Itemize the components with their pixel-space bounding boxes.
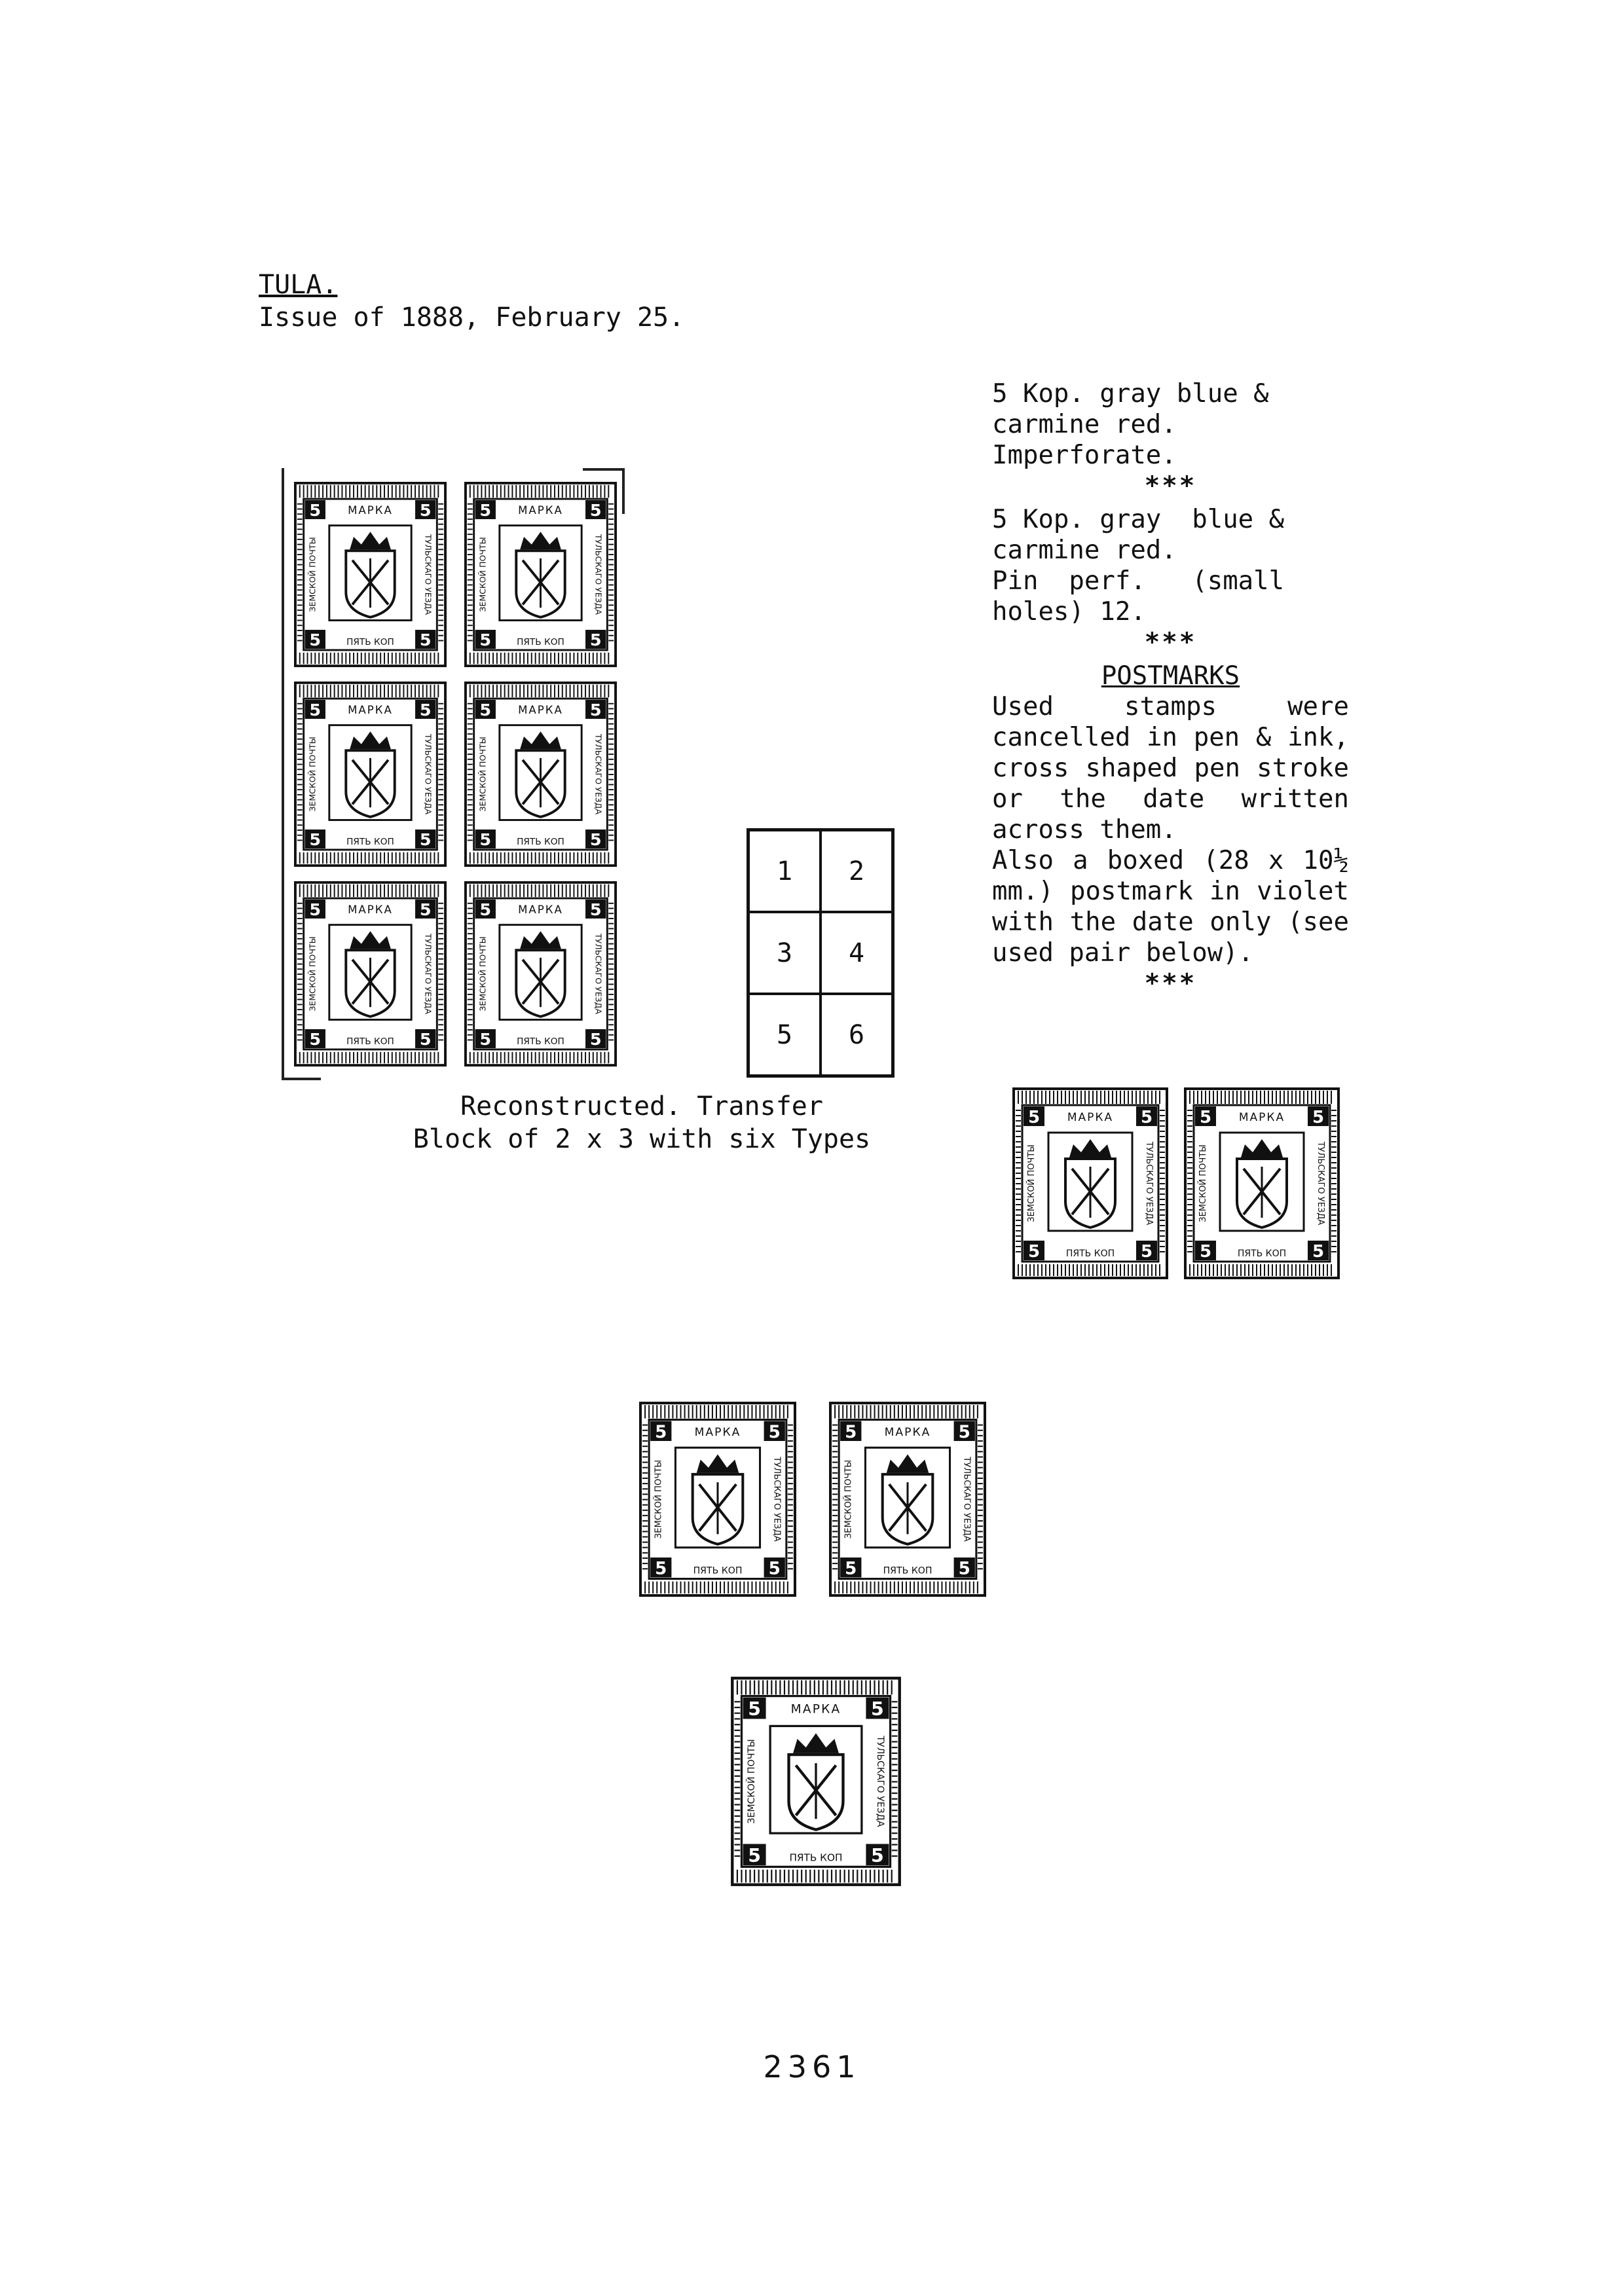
stamp-type-6 <box>464 881 618 1067</box>
svg-text:5: 5 <box>768 1559 781 1579</box>
svg-text:МАРКА: МАРКА <box>1238 1111 1285 1124</box>
svg-text:5: 5 <box>1199 1108 1212 1127</box>
svg-text:ЗЕМСКОЙ ПОЧТЫ: ЗЕМСКОЙ ПОЧТЫ <box>1198 1144 1208 1222</box>
svg-text:МАРКА: МАРКА <box>1067 1111 1114 1124</box>
svg-text:МАРКА: МАРКА <box>694 1425 741 1439</box>
block-caption <box>367 1090 917 1156</box>
svg-text:5: 5 <box>309 501 322 520</box>
svg-text:ЗЕМСКОЙ ПОЧТЫ: ЗЕМСКОЙ ПОЧТЫ <box>747 1739 758 1824</box>
svg-text:ТУЛЬСКАГО УЕЗДА: ТУЛЬСКАГО УЕЗДА <box>423 933 434 1015</box>
type-cell: 6 <box>821 994 893 1076</box>
type-cell: 5 <box>748 994 821 1076</box>
svg-text:ПЯТЬ КОП: ПЯТЬ КОП <box>346 837 394 848</box>
svg-text:5: 5 <box>845 1559 857 1579</box>
svg-text:5: 5 <box>1312 1242 1325 1262</box>
svg-text:5: 5 <box>419 900 432 920</box>
type-cell: 1 <box>748 830 821 912</box>
svg-text:ТУЛЬСКАГО УЕЗДА: ТУЛЬСКАГО УЕЗДА <box>423 733 434 815</box>
type-cell: 3 <box>748 912 821 994</box>
stamp-type-1 <box>293 481 447 668</box>
separator-stars: *** <box>1144 471 1197 501</box>
svg-text:ТУЛЬСКАГО УЕЗДА: ТУЛЬСКАГО УЕЗДА <box>961 1457 972 1542</box>
svg-text:МАРКА: МАРКА <box>518 903 563 917</box>
stamp-drawing <box>1183 1087 1340 1280</box>
desc-line: carmine red. <box>992 536 1177 565</box>
svg-text:5: 5 <box>845 1422 857 1442</box>
svg-text:5: 5 <box>589 1030 602 1049</box>
svg-text:МАРКА: МАРКА <box>348 903 393 917</box>
desc-text: 5 Kop. gray blue & <box>992 379 1269 409</box>
block-bottom-bracket <box>282 1078 321 1080</box>
svg-text:5: 5 <box>958 1559 970 1579</box>
svg-text:5: 5 <box>748 1844 761 1867</box>
stamp-drawing <box>293 881 447 1067</box>
svg-text:ТУЛЬСКАГО УЕЗДА: ТУЛЬСКАГО УЕЗДА <box>593 733 604 815</box>
separator-stars: *** <box>1144 969 1197 998</box>
single-stamp <box>730 1676 904 1889</box>
svg-text:ЗЕМСКОЙ ПОЧТЫ: ЗЕМСКОЙ ПОЧТЫ <box>1027 1144 1037 1222</box>
svg-text:5: 5 <box>479 830 492 850</box>
svg-text:ПЯТЬ КОП: ПЯТЬ КОП <box>883 1565 932 1576</box>
desc-line <box>992 378 1349 409</box>
svg-text:5: 5 <box>589 701 602 720</box>
svg-text:ПЯТЬ КОП: ПЯТЬ КОП <box>517 1036 564 1048</box>
desc-line: 5 Kop. gray blue & <box>992 505 1285 534</box>
stamp-type-2 <box>464 481 618 668</box>
svg-text:ПЯТЬ КОП: ПЯТЬ КОП <box>693 1565 743 1576</box>
page-heading <box>259 268 684 334</box>
stamp-drawing <box>828 1401 987 1597</box>
types-grid <box>747 828 895 1078</box>
used-stamp-left <box>1012 1087 1169 1280</box>
block-right-bracket <box>622 468 625 514</box>
caption-line-1: Reconstructed. Transfer <box>460 1091 823 1121</box>
svg-text:ПЯТЬ КОП: ПЯТЬ КОП <box>1065 1248 1115 1259</box>
pin-perf-stamp-left <box>638 1401 797 1597</box>
svg-text:5: 5 <box>479 501 492 520</box>
single-stamp-image <box>730 1676 902 1887</box>
svg-text:5: 5 <box>1199 1242 1212 1262</box>
svg-text:5: 5 <box>768 1422 781 1442</box>
svg-text:ПЯТЬ КОП: ПЯТЬ КОП <box>346 1036 394 1048</box>
svg-text:5: 5 <box>589 830 602 850</box>
svg-text:ПЯТЬ КОП: ПЯТЬ КОП <box>517 837 564 848</box>
svg-text:ТУЛЬСКАГО УЕЗДА: ТУЛЬСКАГО УЕЗДА <box>771 1457 782 1542</box>
svg-text:5: 5 <box>419 701 432 720</box>
svg-text:5: 5 <box>1140 1242 1153 1262</box>
svg-text:ЗЕМСКОЙ ПОЧТЫ: ЗЕМСКОЙ ПОЧТЫ <box>307 537 318 612</box>
svg-text:5: 5 <box>479 1030 492 1049</box>
svg-text:5: 5 <box>871 1844 884 1867</box>
svg-text:МАРКА: МАРКА <box>348 704 393 717</box>
used-pair <box>1012 1087 1342 1283</box>
svg-text:5: 5 <box>479 701 492 720</box>
svg-text:ПЯТЬ КОП: ПЯТЬ КОП <box>346 637 394 648</box>
svg-text:5: 5 <box>309 701 322 720</box>
svg-text:ТУЛЬСКАГО УЕЗДА: ТУЛЬСКАГО УЕЗДА <box>423 534 434 615</box>
svg-text:ЗЕМСКОЙ ПОЧТЫ: ЗЕМСКОЙ ПОЧТЫ <box>477 537 488 612</box>
svg-text:МАРКА: МАРКА <box>348 504 393 517</box>
stamp-drawing <box>1012 1087 1169 1280</box>
svg-text:5: 5 <box>748 1698 761 1721</box>
svg-text:5: 5 <box>419 830 432 850</box>
svg-text:ЗЕМСКОЙ ПОЧТЫ: ЗЕМСКОЙ ПОЧТЫ <box>307 936 318 1011</box>
svg-text:5: 5 <box>655 1559 667 1579</box>
used-stamp-right <box>1183 1087 1340 1280</box>
description-column <box>992 378 1349 1002</box>
svg-text:5: 5 <box>419 1030 432 1049</box>
svg-text:ЗЕМСКОЙ ПОЧТЫ: ЗЕМСКОЙ ПОЧТЫ <box>843 1459 854 1539</box>
svg-text:5: 5 <box>419 630 432 650</box>
svg-text:ЗЕМСКОЙ ПОЧТЫ: ЗЕМСКОЙ ПОЧТЫ <box>654 1459 664 1539</box>
svg-text:ТУЛЬСКАГО УЕЗДА: ТУЛЬСКАГО УЕЗДА <box>593 933 604 1015</box>
svg-text:5: 5 <box>309 900 322 920</box>
type-cell: 2 <box>821 830 893 912</box>
svg-text:5: 5 <box>309 630 322 650</box>
stamp-drawing <box>464 481 618 668</box>
block-left-bracket <box>282 468 284 1080</box>
caption-line-2: Block of 2 x 3 with six Types <box>413 1124 871 1154</box>
svg-text:МАРКА: МАРКА <box>518 504 563 517</box>
block-top-bracket <box>583 468 622 471</box>
svg-text:5: 5 <box>1140 1108 1153 1127</box>
stamp-drawing <box>293 681 447 867</box>
svg-text:МАРКА: МАРКА <box>884 1425 931 1439</box>
heading-title: TULA. <box>259 270 338 300</box>
type-cell: 4 <box>821 912 893 994</box>
svg-text:МАРКА: МАРКА <box>518 704 563 717</box>
svg-text:5: 5 <box>1027 1108 1041 1127</box>
postmarks-title: POSTMARKS <box>1101 661 1240 691</box>
svg-text:ПЯТЬ КОП: ПЯТЬ КОП <box>1237 1248 1287 1259</box>
desc-line: Imperforate. <box>992 441 1177 470</box>
svg-text:5: 5 <box>655 1422 667 1442</box>
desc-line: Pin perf. (small <box>992 566 1285 596</box>
stamp-type-5 <box>293 881 447 1067</box>
svg-text:5: 5 <box>309 830 322 850</box>
svg-text:ТУЛЬСКАГО УЕЗДА: ТУЛЬСКАГО УЕЗДА <box>1144 1141 1154 1226</box>
stamp-drawing <box>293 481 447 668</box>
svg-text:5: 5 <box>309 1030 322 1049</box>
transfer-block <box>282 468 635 1080</box>
svg-text:5: 5 <box>871 1698 884 1721</box>
svg-text:5: 5 <box>589 630 602 650</box>
svg-text:5: 5 <box>589 501 602 520</box>
heading-subtitle: Issue of 1888, February 25. <box>259 302 685 333</box>
svg-text:ПЯТЬ КОП: ПЯТЬ КОП <box>517 637 564 648</box>
svg-text:ЗЕМСКОЙ ПОЧТЫ: ЗЕМСКОЙ ПОЧТЫ <box>477 936 488 1011</box>
svg-text:5: 5 <box>589 900 602 920</box>
svg-text:5: 5 <box>479 630 492 650</box>
svg-text:5: 5 <box>1312 1108 1325 1127</box>
svg-text:5: 5 <box>479 900 492 920</box>
svg-text:ТУЛЬСКАГО УЕЗДА: ТУЛЬСКАГО УЕЗДА <box>1316 1141 1325 1226</box>
page-number: 2361 <box>763 2049 861 2085</box>
pin-perf-pair <box>638 1401 995 1601</box>
svg-text:ТУЛЬСКАГО УЕЗДА: ТУЛЬСКАГО УЕЗДА <box>593 534 604 615</box>
svg-text:5: 5 <box>958 1422 970 1442</box>
stamp-type-4 <box>464 681 618 867</box>
postmarks-text: Used stamps were cancelled in pen & ink, cross shaped pen stroke or the date written across them. <box>992 692 1349 845</box>
boxed-postmark-text: Also a boxed (28 x 10½ mm.) postmark in violet with the date only (see used pair below). <box>992 846 1349 968</box>
pin-perf-stamp-right <box>828 1401 987 1597</box>
stamp-drawing <box>464 881 618 1067</box>
separator-stars: *** <box>1144 628 1197 657</box>
stamp-drawing <box>638 1401 797 1597</box>
svg-text:ТУЛЬСКАГО УЕЗДА: ТУЛЬСКАГО УЕЗДА <box>874 1736 885 1827</box>
desc-line: holes) 12. <box>992 597 1146 627</box>
svg-text:ЗЕМСКОЙ ПОЧТЫ: ЗЕМСКОЙ ПОЧТЫ <box>307 737 318 812</box>
svg-text:5: 5 <box>419 501 432 520</box>
svg-text:ПЯТЬ КОП: ПЯТЬ КОП <box>789 1851 843 1864</box>
stamp-drawing <box>464 681 618 867</box>
stamp-drawing <box>730 1676 902 1887</box>
svg-text:5: 5 <box>1027 1242 1041 1262</box>
svg-text:МАРКА: МАРКА <box>790 1702 841 1717</box>
svg-text:ЗЕМСКОЙ ПОЧТЫ: ЗЕМСКОЙ ПОЧТЫ <box>477 737 488 812</box>
stamp-type-3 <box>293 681 447 867</box>
desc-line: carmine red. <box>992 410 1177 439</box>
